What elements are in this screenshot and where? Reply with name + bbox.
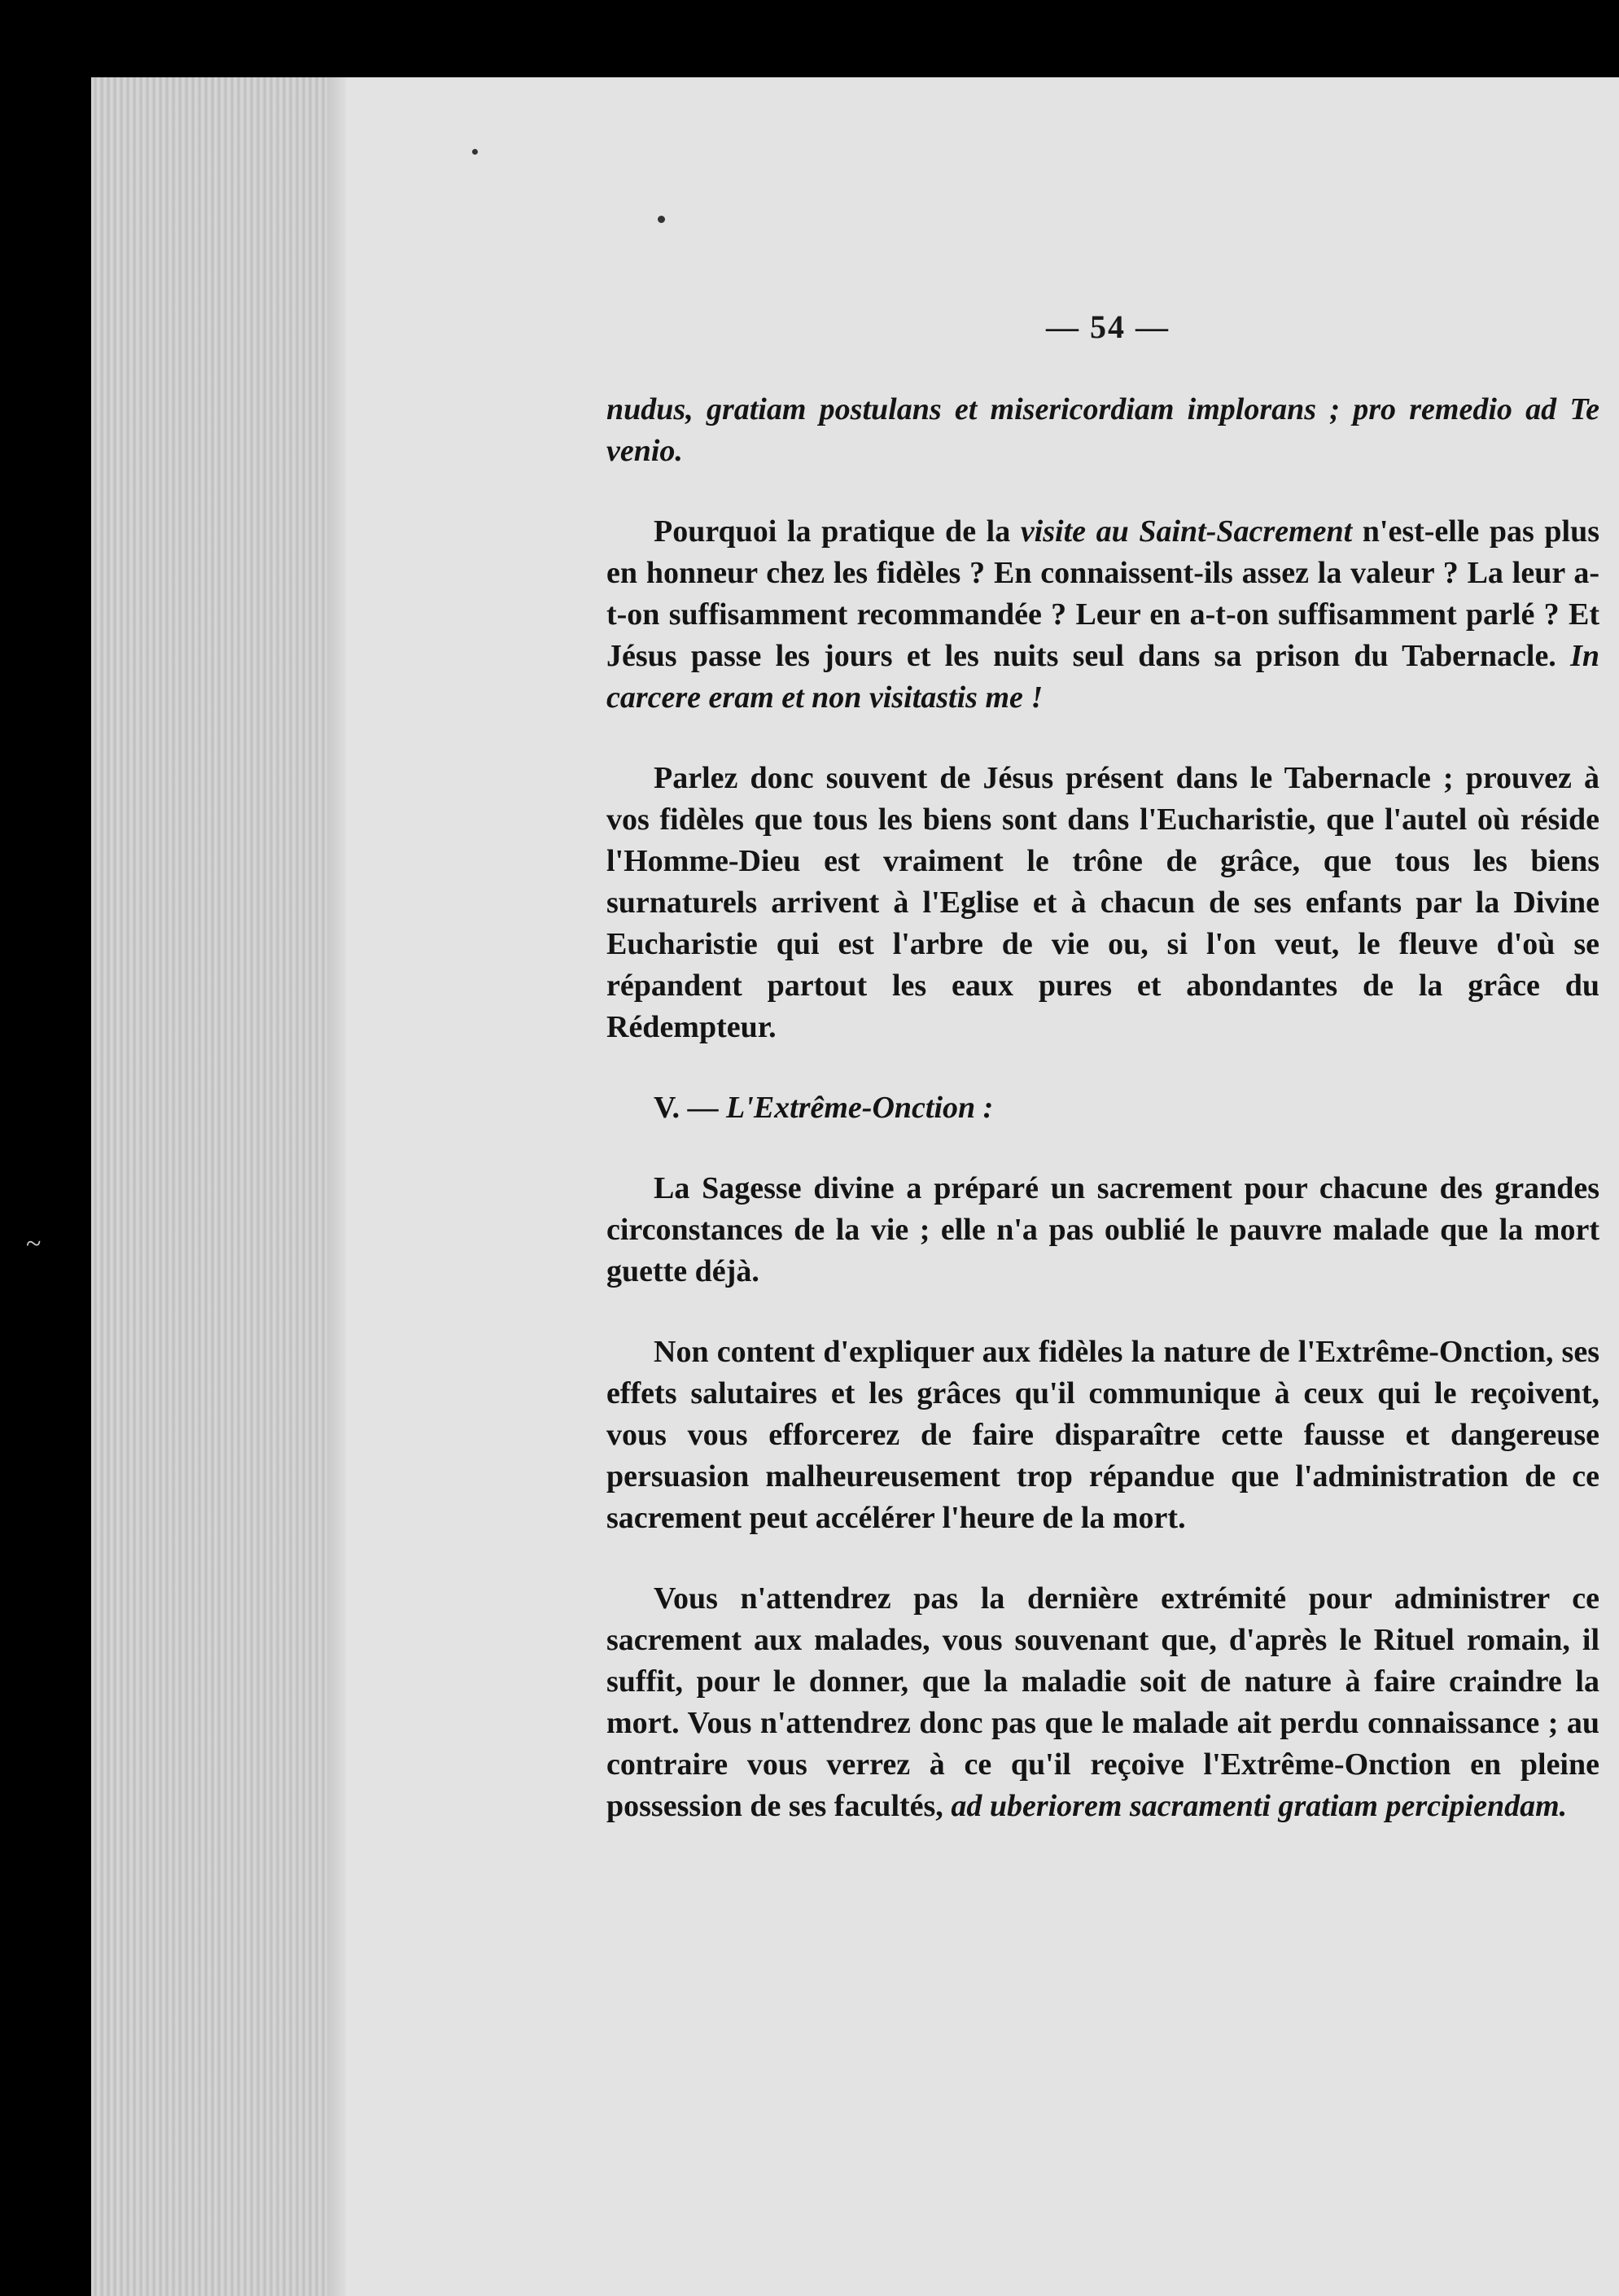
paragraph <box>606 511 1599 719</box>
section-heading <box>606 1087 1599 1129</box>
page-number: — 54 — <box>1046 308 1170 345</box>
italic-text-run: ad uberiorem sacramenti gratiam percipiendam. <box>951 1789 1568 1823</box>
scan-artifact: ~ <box>26 1229 42 1259</box>
paragraph <box>606 389 1599 472</box>
paragraph <box>606 1332 1599 1539</box>
dust-speck <box>472 149 478 155</box>
italic-text-run: visite au Saint-Sacrement <box>1020 514 1353 549</box>
paragraph <box>606 1168 1599 1292</box>
text-run: Pourquoi la pratique de la <box>654 514 1021 549</box>
paragraph <box>606 758 1599 1048</box>
text-run: V. — <box>654 1091 727 1125</box>
text-run: Parlez donc souvent de Jésus présent dans le Tabernacle ; prouvez à vos fidèles que tous les biens sont dans l'Eucharistie, que l'autel où réside l'Homme-Dieu est vraiment le trône de grâce, que tous les biens surnaturels arrivent à l'Eglise et à chacun de ses enfants par la Divine Eucharistie qui est l'arbre de vie ou, si l'on veut, le fleuve d'où se répandent partout les eaux pures et abondantes de la grâce du Rédempteur. <box>606 761 1599 1044</box>
text-run: Non content d'expliquer aux fidèles la nature de l'Extrême-Onction, ses effets salutaires et les grâces qu'il communique à ceux qui le reçoivent, vous vous efforcerez de faire disparaître cette fausse et dangereuse persuasion malheureusement trop répandue que l'administration de ce sacrement peut accélérer l'heure de la mort. <box>606 1335 1599 1535</box>
paragraph <box>606 1578 1599 1827</box>
italic-text-run: nudus, gratiam postulans et misericordiam implorans ; pro remedio ad Te venio. <box>606 392 1599 468</box>
dust-speck <box>658 216 665 223</box>
italic-text-run: L'Extrême-Onction : <box>726 1091 994 1125</box>
italic-text-run: In carcere eram et non visitastis me ! <box>606 639 1599 715</box>
text-run: La Sagesse divine a préparé un sacrement pour chacune des grandes circonstances de la vie ; elle n'a pas oublié le pauvre malade que la mort guette déjà. <box>606 1171 1599 1288</box>
page-body-text <box>606 389 1599 1866</box>
book-page-edges <box>91 77 352 2296</box>
text-run: Vous n'attendrez pas la dernière extrémité pour administrer ce sacrement aux malades, vous souvenant que, d'après le Rituel romain, il suffit, pour le donner, que la maladie soit de nature à faire craindre la mort. Vous n'attendrez donc pas que le malade ait perdu connaissance ; au contraire vous verrez à ce qu'il reçoive l'Extrême-Onction en pleine possession de ses facultés, <box>606 1581 1599 1823</box>
text-run: n'est-elle pas plus en honneur chez les fidèles ? En connaissent-ils assez la valeur ? La leur a-t-on suffisamment recommandée ? Leur en a-t-on suffisamment parlé ? Et Jésus passe les jours et les nuits seul dans sa prison du Tabernacle. <box>606 514 1599 673</box>
